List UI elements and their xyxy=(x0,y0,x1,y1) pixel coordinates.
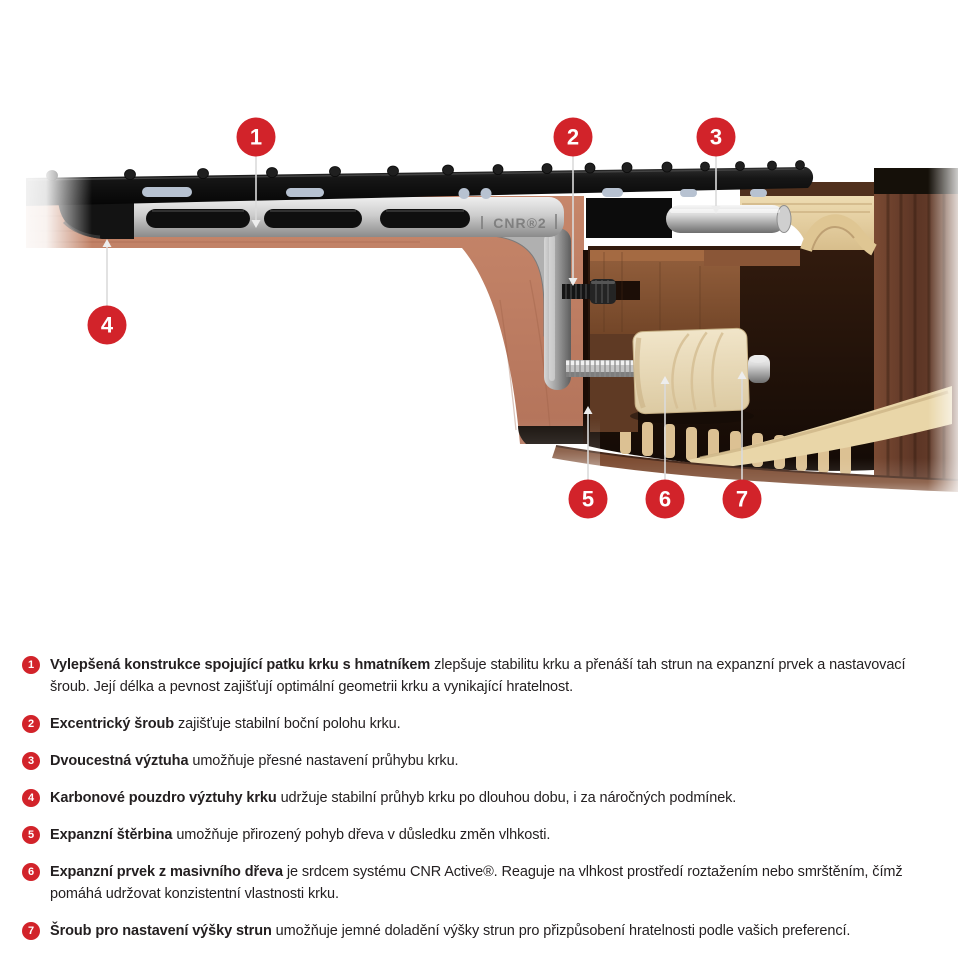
callout-7-number: 7 xyxy=(735,486,749,512)
legend-text-5: Expanzní štěrbina umožňuje přirozený pohyb dřeva v důsledku změn vlhkosti. xyxy=(50,827,551,843)
legend-badge-3: 3 xyxy=(22,752,40,770)
legend-text-2: Excentrický šroub zajišťuje stabilní boční polohu krku. xyxy=(50,716,401,732)
callout-3-number: 3 xyxy=(709,124,723,150)
legend-item-2 xyxy=(22,713,930,735)
legend-text-3: Dvoucestná výztuha umožňuje přesné nastavení průhybu krku. xyxy=(50,753,459,769)
legend-item-5 xyxy=(22,824,930,846)
legend-text-6: Expanzní prvek z masivního dřeva je srdcem systému CNR Active®. Reaguje na vlhkost prostředí roztažením nebo smrštěním, čímž pomáhá udržovat konzistentní vlastnosti krku. xyxy=(50,864,903,902)
neck-block-lower xyxy=(590,334,638,432)
callout-5-number: 5 xyxy=(581,486,595,512)
callout-4-number: 4 xyxy=(100,312,114,338)
fade-bottom-right xyxy=(560,458,966,538)
legend-badge-5: 5 xyxy=(22,826,40,844)
fretboard-support xyxy=(586,198,672,238)
expansion-element xyxy=(633,328,750,414)
legend-item-7 xyxy=(22,920,930,942)
string-height-screw xyxy=(748,355,770,383)
legend-text-7: Šroub pro nastavení výšky strun umožňuje jemné doladění výšky strun pro přizpůsobení hratelnosti podle vašich preferencí. xyxy=(50,923,851,939)
legend-item-1 xyxy=(22,654,930,698)
legend-badge-6: 6 xyxy=(22,863,40,881)
bracket-strut-highlight xyxy=(549,235,555,381)
legend-item-4 xyxy=(22,787,930,809)
neck-block-extension xyxy=(704,250,800,266)
bracket-slots xyxy=(146,209,470,228)
legend-badge-7: 7 xyxy=(22,922,40,940)
legend-text-4: Karbonové pouzdro výztuhy krku udržuje stabilní průhyb krku po dlouhou dobu, i za náročných podmínek. xyxy=(50,790,737,806)
legend xyxy=(0,620,966,942)
bracket-stamp: CNR®2 xyxy=(493,215,547,231)
fade-bottom-left xyxy=(0,418,600,528)
callout-6-number: 6 xyxy=(658,486,672,512)
legend-badge-4: 4 xyxy=(22,789,40,807)
callout-2-number: 2 xyxy=(566,124,580,150)
legend-badge-2: 2 xyxy=(22,715,40,733)
legend-badge-1: 1 xyxy=(22,656,40,674)
legend-item-6 xyxy=(22,861,930,905)
legend-text-1: Vylepšená konstrukce spojující patku krku s hmatníkem zlepšuje stabilitu krku a přenáší tah strun na expanzní prvek a nastavovací šroub. Její délka a pevnost zajišťují optimální geometrii krku a vynikající hratelnost. xyxy=(50,657,906,695)
two-way-truss-rod xyxy=(666,205,791,233)
callout-1-number: 1 xyxy=(249,124,263,150)
legend-item-3 xyxy=(22,750,930,772)
